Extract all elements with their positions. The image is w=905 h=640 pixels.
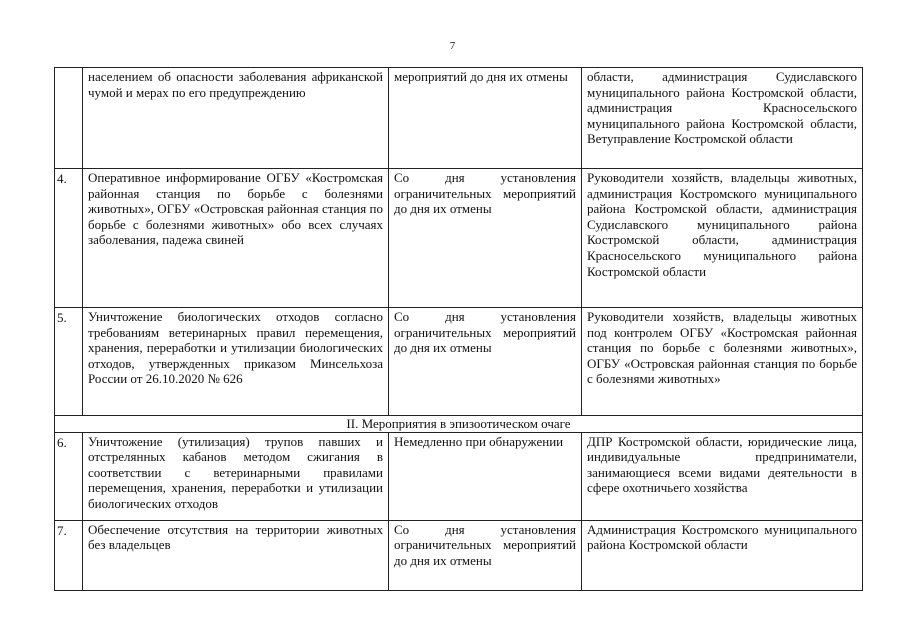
measures-table [54,67,863,591]
table-row [55,432,863,520]
measure-cell: населением об опасности заболевания африканской чумой и мерах по его предупреждению [83,68,389,169]
deadline-cell: Со дня установления ограничительных мероприятий до дня их отмены [389,520,582,590]
table-row [55,68,863,169]
deadline-cell: мероприятий до дня их отмены [389,68,582,169]
responsible-cell: Администрация Костромского муниципального района Костромской области [582,520,863,590]
section-title: II. Мероприятия в эпизоотическом очаге [55,416,863,433]
row-number: 7. [55,520,83,590]
row-number: 6. [55,432,83,520]
table-row [55,520,863,590]
measure-cell: Уничтожение биологических отходов согласно требованиям ветеринарных правил перемещения, хранения, переработки и утилизации биологических отходов, утвержденных приказом Минсельхоза России от 26.10.2020 № 626 [83,308,389,416]
deadline-cell: Со дня установления ограничительных мероприятий до дня их отмены [389,169,582,308]
deadline-cell: Со дня установления ограничительных мероприятий до дня их отмены [389,308,582,416]
responsible-cell: Руководители хозяйств, владельцы животных под контролем ОГБУ «Костромская районная станция по борьбе с болезнями животных», ОГБУ «Островская районная станция по борьбе с болезнями животных» [582,308,863,416]
page-number: 7 [449,40,456,52]
measure-cell: Обеспечение отсутствия на территории животных без владельцев [83,520,389,590]
section-header-row [55,416,863,433]
row-number [55,68,83,169]
responsible-cell: ДПР Костромской области, юридические лица, индивидуальные предприниматели, занимающиеся всеми видами деятельности в сфере охотничьего хозяйства [582,432,863,520]
row-number: 5. [55,308,83,416]
responsible-cell: области, администрация Судиславского муниципального района Костромской области, администрация Красносельского муниципального района Костромской области, Ветуправление Костромской области [582,68,863,169]
row-number: 4. [55,169,83,308]
measure-cell: Уничтожение (утилизация) трупов павших и отстрелянных кабанов методом сжигания в соответствии с ветеринарными правилами перемещения, хранения, переработки и утилизации биологических отходов [83,432,389,520]
measure-cell: Оперативное информирование ОГБУ «Костромская районная станция по борьбе с болезнями животных», ОГБУ «Островская районная станция по борьбе с болезнями животных» обо всех случаях заболевания, падежа свиней [83,169,389,308]
table-row [55,169,863,308]
deadline-cell: Немедленно при обнаружении [389,432,582,520]
table-row [55,308,863,416]
responsible-cell: Руководители хозяйств, владельцы животных, администрация Костромского муниципального района Костромской области, администрация Судиславского муниципального района Костромской области, администрация Красносельского муниципального района Костромской области [582,169,863,308]
